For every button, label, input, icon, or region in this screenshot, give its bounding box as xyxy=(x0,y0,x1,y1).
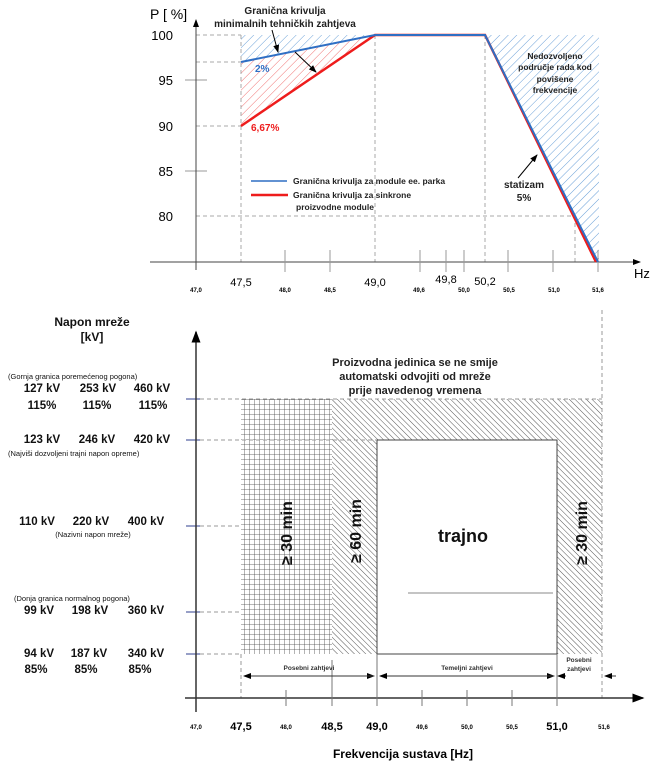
requirement-labels xyxy=(284,657,592,673)
level-note: (Nazivni napon mreže) xyxy=(55,530,131,539)
level-value: 110 kV xyxy=(19,516,55,528)
level-value: 123 kV xyxy=(23,434,61,446)
y-tick-label: 85 xyxy=(158,164,173,179)
x-major-label: 47,5 xyxy=(230,277,252,289)
requirement-label: zahtjevi xyxy=(567,666,591,673)
x-major-label: 51,0 xyxy=(546,721,568,733)
x-minor-label: 50,0 xyxy=(458,288,470,294)
y-axis-label: P [ %] xyxy=(150,6,188,22)
x-ticks xyxy=(285,250,598,272)
level-value: 420 kV xyxy=(133,434,171,446)
legend-label: proizvodne module xyxy=(296,202,374,212)
level-value: 127 kV xyxy=(23,383,61,395)
y-title-line: Napon mreže xyxy=(54,315,130,329)
x-minor-labels xyxy=(190,288,604,294)
droop-line: statizam xyxy=(503,180,545,191)
top-chart xyxy=(150,6,650,294)
droop-label xyxy=(504,180,544,204)
note-line: automatski odvojiti od mreže xyxy=(339,371,491,383)
annotation-line: Granična krivulja xyxy=(244,6,326,17)
level-ticks xyxy=(186,399,200,654)
bottom-chart xyxy=(8,310,643,761)
droop-arrow xyxy=(518,155,537,178)
level-value: 99 kV xyxy=(23,605,55,617)
region-label-right: ≥ 30 min xyxy=(574,501,591,565)
level-value: 220 kV xyxy=(72,516,110,528)
droop-line: 5% xyxy=(516,193,532,204)
level-note: (Gornja granica poremećenog pogona) xyxy=(8,372,138,381)
x-minor-label: 51,0 xyxy=(548,288,560,294)
x-major-label: 49,0 xyxy=(364,277,386,289)
voltage-levels xyxy=(8,372,171,676)
region-label-left: ≥ 30 min xyxy=(279,501,296,565)
note-line: Proizvodna jedinica se ne smije xyxy=(332,357,498,369)
note-line: prije navedenog vremena xyxy=(348,385,482,397)
annotation-line: minimalnih tehničkih zahtjeva xyxy=(214,19,356,30)
level-pct: 85% xyxy=(128,664,152,676)
x-minor-label: 50,0 xyxy=(461,725,473,731)
forbidden-line: frekvencije xyxy=(532,85,578,95)
y-tick-label: 95 xyxy=(158,73,173,88)
level-note: (Najviši dozvoljeni trajni napon opreme) xyxy=(8,449,140,458)
y-tick-labels xyxy=(151,28,173,224)
level-pct: 115% xyxy=(82,400,112,412)
level-value: 460 kV xyxy=(133,383,171,395)
level-value: 253 kV xyxy=(79,383,117,395)
x-minor-label: 48,0 xyxy=(280,725,292,731)
y-tick-label: 90 xyxy=(158,119,173,134)
level-value: 246 kV xyxy=(78,434,116,446)
requirement-label: Temeljni zahtjevi xyxy=(441,665,493,672)
level-value: 340 kV xyxy=(127,648,165,660)
label-667pct: 6,67% xyxy=(251,123,280,134)
level-pct: 85% xyxy=(24,664,48,676)
x-minor-label: 48,0 xyxy=(279,288,291,294)
level-pct: 115% xyxy=(27,400,57,412)
x-major-label: 49,0 xyxy=(366,721,388,733)
label-2pct: 2% xyxy=(255,64,270,75)
x-minor-label: 51,6 xyxy=(598,725,610,731)
level-pct: 85% xyxy=(74,664,98,676)
header-note xyxy=(332,357,498,397)
level-value: 198 kV xyxy=(71,605,109,617)
region-top-hatch xyxy=(377,399,557,440)
level-pct: 115% xyxy=(138,400,168,412)
region-label-mid: ≥ 60 min xyxy=(348,499,365,563)
y-title xyxy=(54,315,130,344)
y-title-line: [kV] xyxy=(80,330,104,344)
legend xyxy=(251,176,445,212)
x-unit-label: Hz xyxy=(634,266,650,281)
x-major-label: 50,2 xyxy=(474,276,496,288)
region-continuous xyxy=(377,440,557,654)
y-tick-label: 100 xyxy=(151,28,173,43)
level-value: 94 kV xyxy=(23,648,55,660)
x-title: Frekvencija sustava [Hz] xyxy=(332,747,474,761)
level-value: 400 kV xyxy=(127,516,165,528)
annotation-title xyxy=(214,6,356,30)
x-major-label: 48,5 xyxy=(321,721,343,733)
level-value: 360 kV xyxy=(127,605,165,617)
x-major-label: 47,5 xyxy=(230,721,252,733)
region-label-center: trajno xyxy=(437,526,489,546)
level-value: 187 kV xyxy=(70,648,108,660)
x-major-labels xyxy=(230,274,495,289)
requirement-label: Posebni xyxy=(566,657,592,664)
x-minor-label: 51,6 xyxy=(592,288,604,294)
requirement-label: Posebni zahtjevi xyxy=(283,665,335,672)
x-minor-label: 47,0 xyxy=(190,725,202,731)
level-note: (Donja granica normalnog pogona) xyxy=(14,594,130,603)
y-tick-label: 80 xyxy=(158,209,173,224)
legend-label: Granična krivulja za module ee. parka xyxy=(293,176,446,186)
x-minor-label: 50,5 xyxy=(503,288,515,294)
forbidden-line: Nedozvoljeno xyxy=(527,51,583,61)
x-minor-label: 49,6 xyxy=(413,288,425,294)
x-minor-label: 48,5 xyxy=(324,288,336,294)
x-minor-label: 47,0 xyxy=(190,288,202,294)
x-minor-label: 50,5 xyxy=(506,725,518,731)
legend-label: Granična krivulja za sinkrone xyxy=(293,190,412,200)
x-minor-label: 49,6 xyxy=(416,725,428,731)
forbidden-line: područje rada kod xyxy=(518,62,592,72)
forbidden-line: povišene xyxy=(536,74,574,84)
x-major-label: 49,8 xyxy=(435,274,457,286)
